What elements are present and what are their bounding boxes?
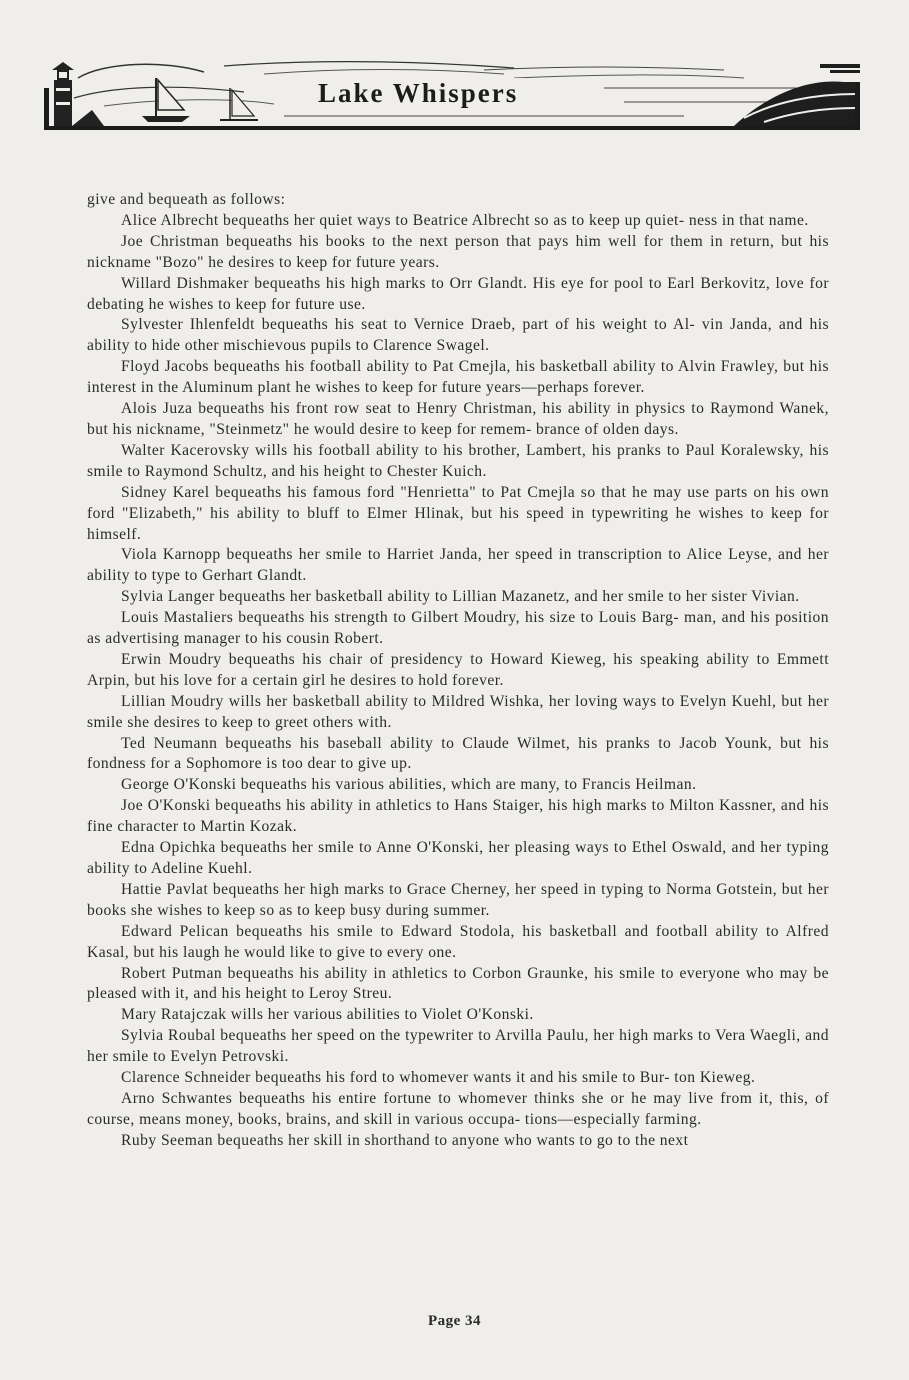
paragraph: Edward Pelican bequeaths his smile to Edward Stodola, his basketball and football ability to Alfred Kasal, but his laugh he would like to give to every one. <box>87 922 829 961</box>
paragraph: Sylvia Roubal bequeaths her speed on the typewriter to Arvilla Paulu, her high marks to Vera Waegli, and her smile to Evelyn Petrovski. <box>87 1027 829 1066</box>
article-body <box>87 190 829 1152</box>
paragraph: Joe Christman bequeaths his books to the next person that pays him well for them in return, but his nickname "Bozo" he desires to keep for future years. <box>87 232 829 271</box>
paragraph: Arno Schwantes bequeaths his entire fortune to whomever thinks she or he may live from it, this, of course, means money, books, brains, and skill in various occupa- tions—especially farming. <box>87 1089 829 1128</box>
paragraph: Ruby Seeman bequeaths her skill in shorthand to anyone who wants to go to the next <box>121 1131 689 1149</box>
page-number: Page 34 <box>427 1313 482 1329</box>
paragraph: George O'Konski bequeaths his various abilities, which are many, to Francis Heilman. <box>121 776 697 794</box>
paragraph: Mary Ratajczak wills her various abilities to Violet O'Konski. <box>121 1006 534 1024</box>
paragraph: Sidney Karel bequeaths his famous ford "Henrietta" to Pat Cmejla so that he may use parts on his own ford "Elizabeth," his ability to bluff to Elmer Hlinak, but his speed in typewriting he wishes to keep for himself. <box>87 483 829 543</box>
paragraph: Walter Kacerovsky wills his football ability to his brother, Lambert, his pranks to Paul Koralewsky, his smile to Raymond Schultz, and his height to Chester Kuich. <box>87 441 829 480</box>
paragraph: Robert Putman bequeaths his ability in athletics to Corbon Graunke, his smile to everyone who may be pleased with it, and his height to Leroy Streu. <box>87 964 829 1003</box>
paragraph: Floyd Jacobs bequeaths his football ability to Pat Cmejla, his basketball ability to Alvin Frawley, but his interest in the Aluminum plant he wishes to keep for future years—perhaps forever. <box>87 358 829 397</box>
paragraph: Sylvia Langer bequeaths her basketball ability to Lillian Mazanetz, and her smile to her sister Vivian. <box>121 588 800 606</box>
paragraph: Louis Mastaliers bequeaths his strength to Gilbert Moudry, his size to Louis Barg- man, and his position as advertising manager to his cousin Robert. <box>87 609 829 648</box>
paragraph: Willard Dishmaker bequeaths his high marks to Orr Glandt. His eye for pool to Earl Berkovitz, love for debating he wishes to keep for future use. <box>87 274 829 313</box>
paragraph: Joe O'Konski bequeaths his ability in athletics to Hans Staiger, his high marks to Milton Kassner, and his fine character to Martin Kozak. <box>87 797 829 836</box>
paragraph: Erwin Moudry bequeaths his chair of presidency to Howard Kieweg, his speaking ability to Emmett Arpin, but his love for a certain girl he desires to hold forever. <box>87 650 829 689</box>
paragraph-continuation: give and bequeath as follows: <box>87 191 286 208</box>
paragraph: Ted Neumann bequeaths his baseball ability to Claude Wilmet, his pranks to Jacob Younk, but his fondness for a Sophomore is too dear to give up. <box>87 734 829 773</box>
paragraph: Hattie Pavlat bequeaths her high marks to Grace Cherney, her speed in typing to Norma Gotstein, but her books she wishes to keep so as to keep busy during summer. <box>87 880 829 919</box>
lake-whispers-banner <box>44 58 860 134</box>
paragraph: Sylvester Ihlenfeldt bequeaths his seat to Vernice Draeb, part of his weight to Al- vin Janda, and his ability to hide other mischievous pupils to Clarence Swagel. <box>87 316 829 355</box>
paragraph: Alice Albrecht bequeaths her quiet ways to Beatrice Albrecht so as to keep up quiet- ness in that name. <box>121 211 809 229</box>
paragraph: Edna Opichka bequeaths her smile to Anne O'Konski, her pleasing ways to Ethel Oswald, and her typing ability to Adeline Kuehl. <box>87 839 829 877</box>
paragraph: Alois Juza bequeaths his front row seat to Henry Christman, his ability in physics to Raymond Wanek, but his nickname, "Steinmetz" he would desire to keep for remem- brance of olden days. <box>87 400 829 438</box>
paragraph: Lillian Moudry wills her basketball ability to Mildred Wishka, her loving ways to Evelyn Kuehl, but her smile she desires to keep to greet others with. <box>87 692 829 731</box>
paragraph: Viola Karnopp bequeaths her smile to Harriet Janda, her speed in transcription to Alice Leyse, and her ability to type to Gerhart Glandt. <box>87 546 829 585</box>
banner-title: Lake Whispers <box>312 78 524 108</box>
paragraph: Clarence Schneider bequeaths his ford to whomever wants it and his smile to Bur- ton Kieweg. <box>121 1069 756 1087</box>
